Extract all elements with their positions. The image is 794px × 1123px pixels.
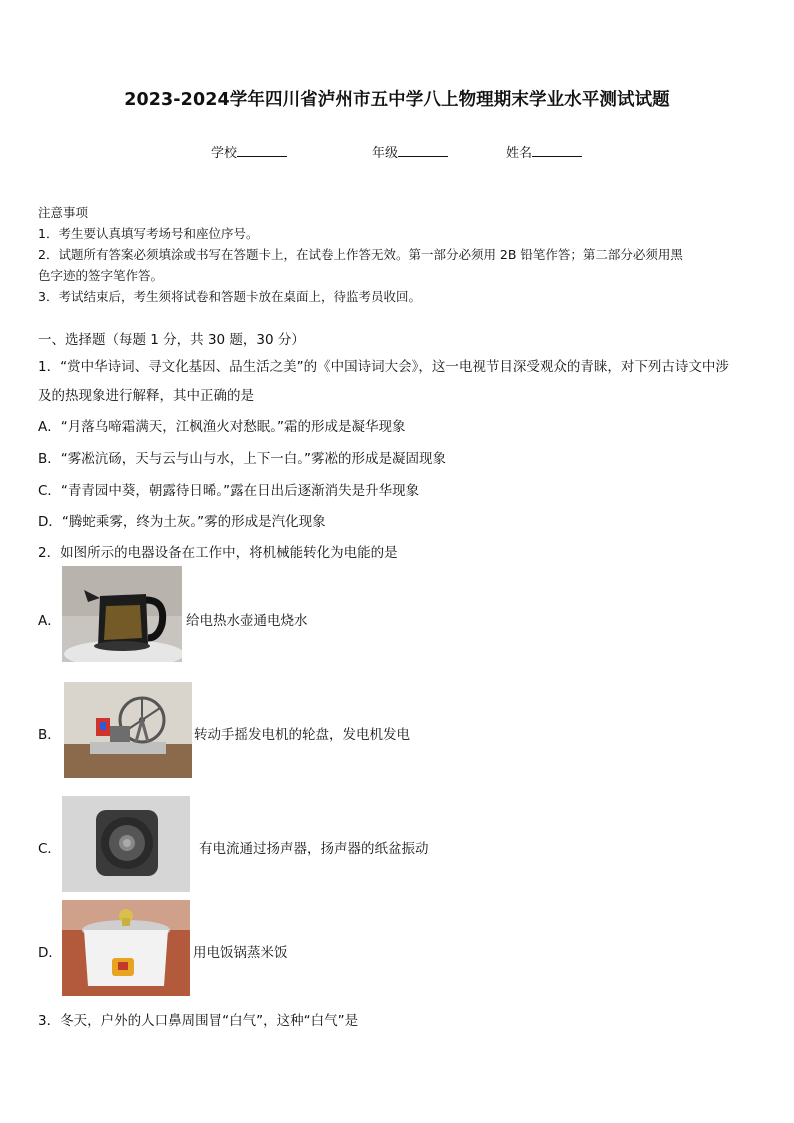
name-label: 姓名 (506, 146, 533, 161)
school-blank (237, 143, 287, 157)
electric-kettle-icon (62, 566, 182, 662)
note-item-2: 2．试题所有答案必须填涂或书写在答题卡上，在试卷上作答无效。第一部分必须用 2B 铅笔作答；第二部分必须用黑 (38, 247, 683, 262)
rice-cooker-icon (62, 900, 190, 996)
note-item-3: 3．考试结束后，考生须将试卷和答题卡放在桌面上，待监考员收回。 (38, 289, 421, 304)
grade-blank (398, 143, 448, 157)
note-item-2-cont: 色字迹的签字笔作答。 (38, 268, 164, 283)
q2-option-a-letter: A． (38, 613, 61, 629)
q2-option-a-text: 给电热水壶通电烧水 (186, 613, 308, 629)
q3-stem: 3．冬天，户外的人口鼻周围冒“白气”，这种“白气”是 (38, 1013, 359, 1029)
notes-heading: 注意事项 (38, 205, 89, 220)
q2-option-c-text: 有电流通过扬声器，扬声器的纸盆振动 (199, 841, 429, 857)
q2-option-d-letter: D． (38, 945, 62, 961)
section-heading: 一、选择题（每题 1 分，共 30 题，30 分） (38, 332, 305, 348)
hand-crank-generator-icon (64, 682, 192, 778)
q2-option-b-text: 转动手摇发电机的轮盘，发电机发电 (194, 727, 410, 743)
note-item-1: 1．考生要认真填写考场号和座位序号。 (38, 226, 259, 241)
q1-option-b: B．“雾凇沆砀，天与云与山与水，上下一白。”雾凇的形成是凝固现象 (38, 451, 446, 467)
q2-option-c-letter: C． (38, 841, 61, 857)
grade-field (372, 142, 448, 161)
school-label: 学校 (211, 146, 238, 161)
name-blank (532, 143, 582, 157)
name-field (506, 142, 582, 161)
q1-stem-line1: 1．“赏中华诗词、寻文化基因、品生活之美”的《中国诗词大会》，这一电视节目深受观众的青睐，对下列古诗文中涉 (38, 359, 729, 375)
q1-stem-line2: 及的热现象进行解释，其中正确的是 (38, 388, 254, 404)
q1-option-a: A．“月落乌啼霜满天，江枫渔火对愁眠。”霜的形成是凝华现象 (38, 419, 406, 435)
q2-option-b-letter: B． (38, 727, 61, 743)
q1-option-c: C．“青青园中葵，朝露待日晞。”露在日出后逐渐消失是升华现象 (38, 483, 420, 499)
q1-option-d: D．“腾蛇乘雾，终为土灰。”雾的形成是汽化现象 (38, 514, 326, 530)
loudspeaker-icon (62, 796, 190, 892)
grade-label: 年级 (372, 146, 399, 161)
q2-stem: 2．如图所示的电器设备在工作中，将机械能转化为电能的是 (38, 545, 398, 561)
page-title: 2023-2024学年四川省泸州市五中学八上物理期末学业水平测试试题 (124, 90, 670, 110)
q2-option-d-text: 用电饭锅蒸米饭 (193, 945, 288, 961)
school-field (211, 142, 287, 161)
